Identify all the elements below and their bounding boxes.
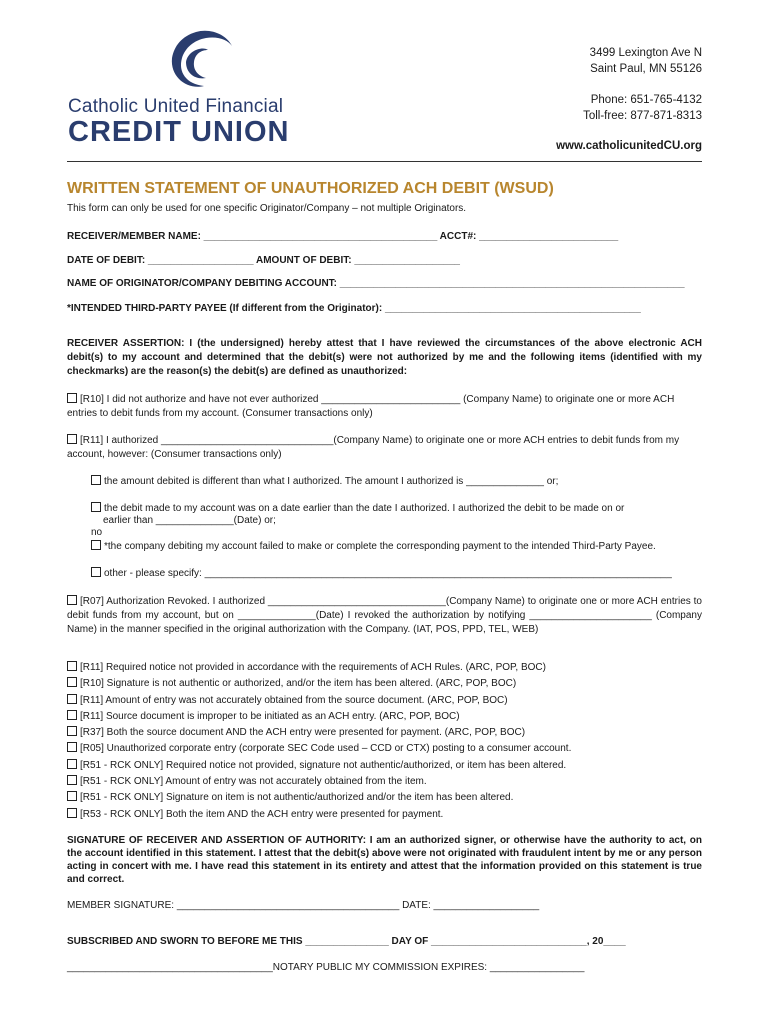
- reason-checkbox[interactable]: [67, 791, 77, 801]
- sub-thirdparty-option[interactable]: [91, 540, 656, 552]
- reason-checkbox[interactable]: [67, 742, 77, 752]
- reason-item[interactable]: [67, 677, 707, 693]
- reason-checkbox[interactable]: [67, 775, 77, 785]
- reason-item[interactable]: [67, 726, 707, 742]
- contact-block: [583, 92, 702, 124]
- reason-text: [R11] Source document is improper to be initiated as an ACH entry. (ARC, POP, BOC): [80, 710, 460, 722]
- date-amount-field[interactable]: DATE OF DEBIT: ___________________ AMOUNT OF DEBIT: ___________________: [67, 255, 460, 266]
- reason-checkbox[interactable]: [67, 694, 77, 704]
- reason-text: [R11] Amount of entry was not accurately obtained from the source document. (ARC, POP, BOC): [80, 694, 508, 706]
- sworn-statement[interactable]: SUBSCRIBED AND SWORN TO BEFORE ME THIS _______________ DAY OF ____________________________, 20____: [67, 936, 626, 947]
- reason-text: [R10] Signature is not authentic or authorized, and/or the item has been altered. (ARC, POP, BOC): [80, 678, 517, 690]
- reason-item[interactable]: [67, 775, 707, 791]
- third-party-field[interactable]: *INTENDED THIRD-PARTY PAYEE (If different from the Originator): ______________________________________________: [67, 303, 641, 314]
- sub-other-option[interactable]: [91, 567, 672, 579]
- reason-text: [R51 - RCK ONLY] Required notice not provided, signature not authentic/authorized, or item has been altered.: [80, 759, 567, 771]
- sub-other-text: other - please specify: ____________________________________________________________________________________: [104, 568, 672, 579]
- sub-other-checkbox[interactable]: [91, 567, 101, 577]
- reason-item[interactable]: [67, 759, 707, 775]
- logo-name-line2: CREDIT UNION: [68, 116, 290, 148]
- address-line2: Saint Paul, MN 55126: [590, 63, 702, 75]
- r10-checkbox[interactable]: [67, 393, 77, 403]
- reason-list: [67, 661, 707, 824]
- sub-date-text-line3: no: [91, 527, 103, 538]
- form-subtitle: This form can only be used for one specific Originator/Company – not multiple Originators.: [67, 203, 467, 214]
- reason-text: [R37] Both the source document AND the ACH entry were presented for payment. (ARC, POP, BOC): [80, 727, 526, 739]
- reason-text: [R05] Unauthorized corporate entry (corporate SEC Code used – CCD or CTX) posting to a consumer account.: [80, 743, 572, 755]
- notary-field[interactable]: _____________________________________NOTARY PUBLIC MY COMMISSION EXPIRES: _________________: [67, 962, 585, 973]
- reason-checkbox[interactable]: [67, 808, 77, 818]
- r07-option[interactable]: [67, 595, 702, 637]
- address-line1: 3499 Lexington Ave N: [589, 47, 702, 59]
- reason-item[interactable]: [67, 742, 707, 758]
- sub-date-option[interactable]: [91, 502, 624, 514]
- sub-thirdparty-text: *the company debiting my account failed to make or complete the corresponding payment to the intended Third-Party Payee.: [104, 541, 656, 552]
- reason-text: [R11] Required notice not provided in accordance with the requirements of ACH Rules. (ARC, POP, BOC): [80, 662, 546, 673]
- reason-item[interactable]: [67, 661, 707, 677]
- credit-union-logo-icon: [166, 28, 236, 94]
- sub-date-text-line2: earlier than ______________(Date) or;: [103, 515, 276, 526]
- reason-text: [R53 - RCK ONLY] Both the item AND the ACH entry were presented for payment.: [80, 808, 444, 820]
- address-block: [590, 45, 702, 77]
- originator-field[interactable]: NAME OF ORIGINATOR/COMPANY DEBITING ACCOUNT: ______________________________________________________________: [67, 278, 685, 289]
- form-title: WRITTEN STATEMENT OF UNAUTHORIZED ACH DEBIT (WSUD): [67, 180, 554, 197]
- sub-date-checkbox[interactable]: [91, 502, 101, 512]
- r07-text: [R07] Authorization Revoked. I authorized ________________________________(Company Name) to originate one or more ACH entries to debit funds from my account, but on ______________(Date) I revoked the authorization by notifying ______________________ (Company Name) in the manner specified in the original authorization with the Company. (IAT, POS, PPD, TEL, WEB): [67, 596, 702, 635]
- sub-amount-text: the amount debited is different than what I authorized. The amount I authorized is ______________ or;: [104, 476, 559, 487]
- tollfree: Toll-free: 877-871-8313: [583, 110, 702, 122]
- member-signature-field[interactable]: MEMBER SIGNATURE: ________________________________________ DATE: ___________________: [67, 900, 540, 911]
- r07-checkbox[interactable]: [67, 595, 77, 605]
- logo-name-line1: Catholic United Financial: [68, 96, 284, 117]
- r10-text: [R10] I did not authorize and have not ever authorized _________________________ (Company Name) to originate one or more ACH entries to debit funds from my account. (Consumer transactions only): [67, 394, 675, 419]
- reason-item[interactable]: [67, 808, 707, 824]
- r11-checkbox[interactable]: [67, 434, 77, 444]
- reason-checkbox[interactable]: [67, 726, 77, 736]
- sub-amount-option[interactable]: [91, 475, 558, 487]
- reason-checkbox[interactable]: [67, 759, 77, 769]
- reason-checkbox[interactable]: [67, 710, 77, 720]
- reason-checkbox[interactable]: [67, 661, 77, 671]
- r11-option[interactable]: [67, 434, 702, 462]
- reason-text: [R51 - RCK ONLY] Amount of entry was not accurately obtained from the item.: [80, 776, 427, 788]
- reason-item[interactable]: [67, 694, 707, 710]
- receiver-assertion: RECEIVER ASSERTION: I (the undersigned) hereby attest that I have reviewed the circumstances of the above electronic ACH debit(s) to my account and determined that the debit(s) were not authorized by me and the following items (identified with my checkmarks) are the reason(s) the debit(s) are defined as unauthorized:: [67, 338, 702, 377]
- sub-date-text: the debit made to my account was on a date earlier than the date I authorized. I authorized the debit to be made on or: [104, 503, 625, 514]
- sub-thirdparty-checkbox[interactable]: [91, 540, 101, 550]
- signature-assertion: SIGNATURE OF RECEIVER AND ASSERTION OF AUTHORITY: I am an authorized signer, or otherwise have the authority to act, on the account identified in this statement. I attest that the debit(s) above were not originated with fraudulent intent by me or any person acting in concert with me. I have read this statement in its entirety and attest that the information provided on this statement is true and correct.: [67, 835, 702, 885]
- reason-text: [R51 - RCK ONLY] Signature on item is not authentic/authorized and/or the item has been altered.: [80, 792, 514, 804]
- reason-item[interactable]: [67, 710, 707, 726]
- phone: Phone: 651-765-4132: [590, 94, 702, 106]
- sub-amount-checkbox[interactable]: [91, 475, 101, 485]
- header-divider: [67, 161, 702, 162]
- r11-text: [R11] I authorized _______________________________(Company Name) to originate one or more ACH entries to debit funds from my account, however: (Consumer transactions only): [67, 435, 680, 460]
- website-link[interactable]: www.catholicunitedCU.org: [556, 140, 702, 152]
- r10-option[interactable]: [67, 393, 702, 421]
- reason-item[interactable]: [67, 791, 707, 807]
- member-name-field[interactable]: RECEIVER/MEMBER NAME: __________________________________________ ACCT#: _________________________: [67, 231, 619, 242]
- reason-checkbox[interactable]: [67, 677, 77, 687]
